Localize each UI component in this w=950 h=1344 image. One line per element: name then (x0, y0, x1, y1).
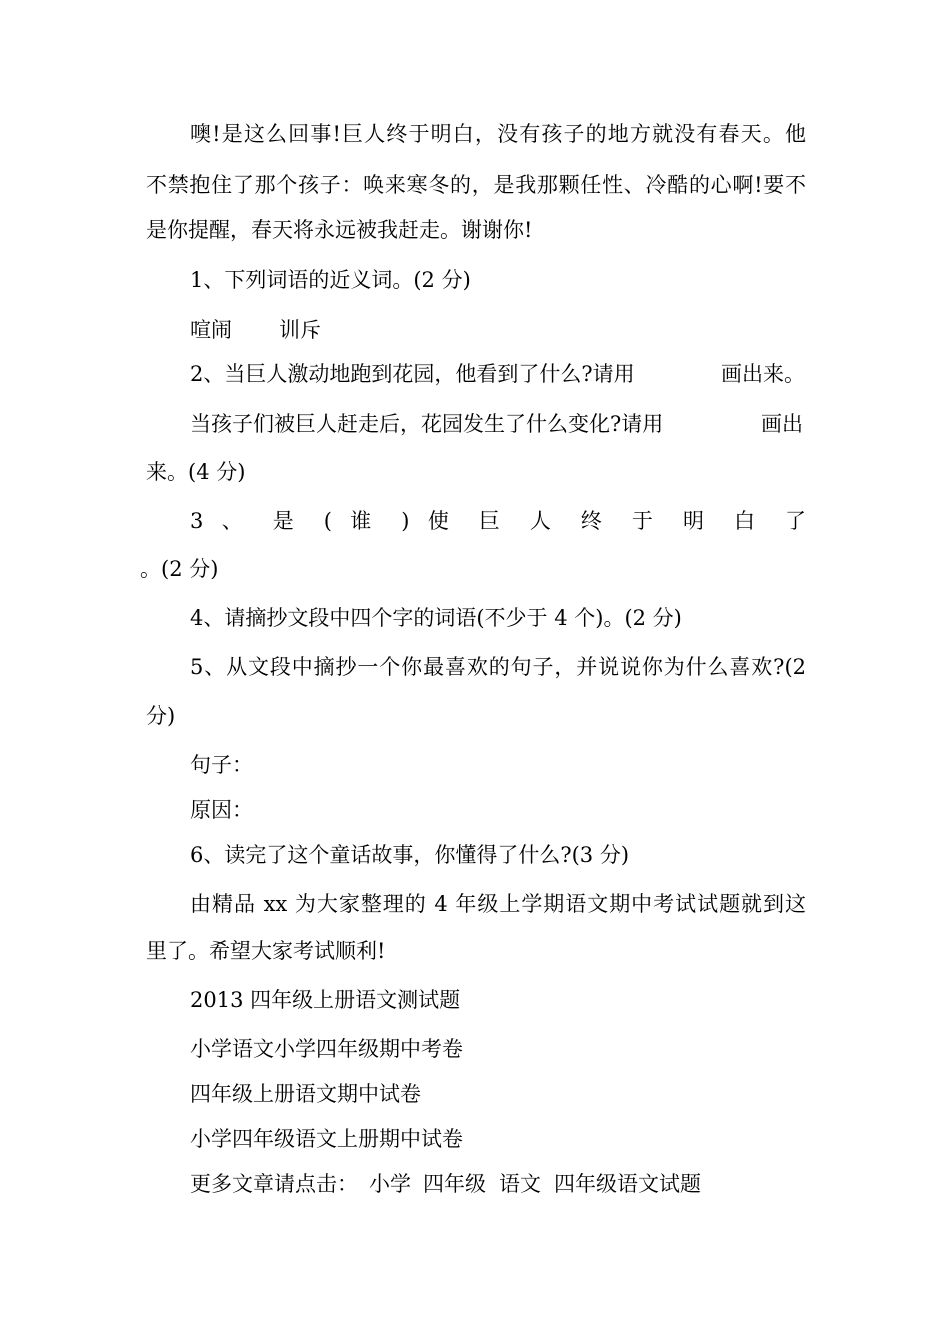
more-link-4[interactable]: 四年级语文试题 (554, 1172, 701, 1196)
more-link-1[interactable]: 小学 (369, 1172, 411, 1196)
word-2: 训斥 (279, 318, 321, 342)
word-1: 喧闹 (190, 318, 232, 342)
more-link-3[interactable]: 语文 (499, 1172, 541, 1196)
more-label: 更多文章请点击： (190, 1172, 358, 1196)
more-link-2[interactable]: 四年级 (423, 1172, 486, 1196)
document-page: 噢!是这么回事!巨人终于明白，没有孩子的地方就没有春天。他 不禁抱住了那个孩子：唤来寒冬的，是我那颗任性、冷酷的心啊!要不 是你提醒，春天将永远被我赶走。谢谢你! 1、下列词语的近义词。(2 分) 喧闹 训斥 2、当巨人激动地跑到花园，他看到了什么?请用 画出来。 当孩子们被巨人赶走后，花园发生了什么变化?请用 画出 来。(4 分) 3 、 是 ( 谁 ) 使 巨 人 终 于 明 白 了 。(2 分) 4、请摘抄文段中四个字的词语(不少于 4 个)。(2 分) 5、从文段中摘抄一个你最喜欢的句子，并说说你为什么喜欢?(2 分) 句子： 原因： 6、读完了这个童话故事，你懂得了什么?(3 分) 由精品 xx 为大家整理的 4 年级上学期语文期中考试试题就到这 里了。希望大家考试顺利! 2013 四年级上册语文测试题 小学语文小学四年级期中考卷 四年级上册语文期中试卷 小学四年级语文上册期中试卷 更多文章请点击： 小学 四年级 语文 四年级语文试题 (0, 0, 950, 1344)
